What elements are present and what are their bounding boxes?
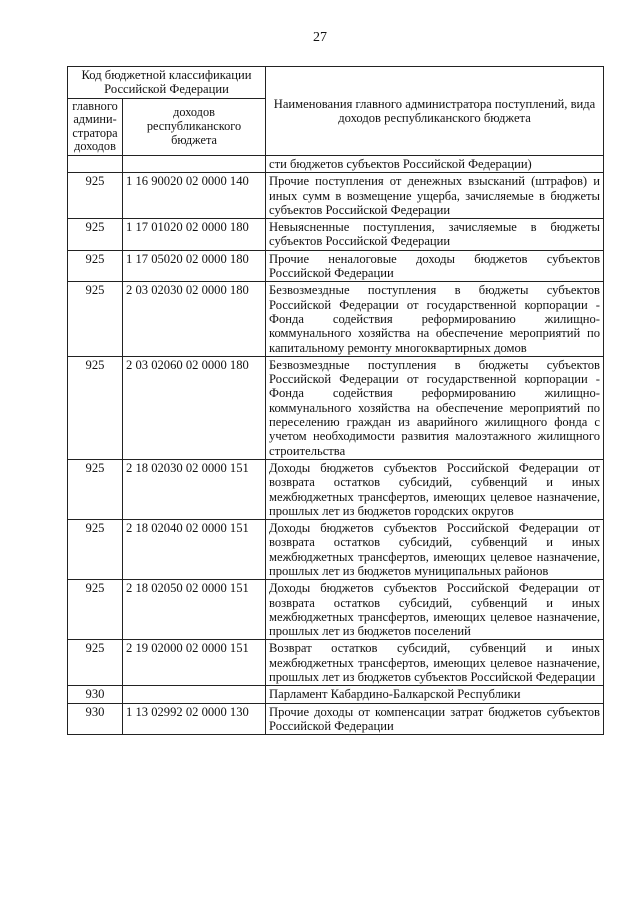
name-cell: сти бюджетов субъектов Российской Федерации) xyxy=(266,155,604,172)
admin-code-cell: 930 xyxy=(68,686,123,703)
budget-classification-table xyxy=(67,66,604,735)
revenue-code-cell: 2 03 02060 02 0000 180 xyxy=(123,356,266,459)
table-header-row xyxy=(68,67,604,99)
header-main-administrator: главного админи-стратора доходов xyxy=(68,98,123,155)
admin-code-cell: 925 xyxy=(68,282,123,356)
revenue-code-cell: 2 03 02030 02 0000 180 xyxy=(123,282,266,356)
page-number: 27 xyxy=(313,30,327,45)
revenue-code-cell xyxy=(123,686,266,703)
admin-code-cell: 925 xyxy=(68,459,123,519)
header-classification-code: Код бюджетной классификации Российской Федерации xyxy=(68,67,266,99)
table-row xyxy=(68,459,604,519)
name-cell: Прочие неналоговые доходы бюджетов субъектов Российской Федерации xyxy=(266,250,604,282)
table-row xyxy=(68,580,604,640)
revenue-code-cell: 1 17 05020 02 0000 180 xyxy=(123,250,266,282)
name-cell: Невыясненные поступления, зачисляемые в бюджеты субъектов Российской Федерации xyxy=(266,219,604,251)
header-name: Наименования главного администратора поступлений, вида доходов республиканского бюджета xyxy=(266,67,604,156)
revenue-code-cell xyxy=(123,155,266,172)
name-cell: Доходы бюджетов субъектов Российской Федерации от возврата остатков субсидий, субвенций и иных межбюджетных трансфертов, имеющих целевое назначение, прошлых лет из бюджетов муниципальных районов xyxy=(266,520,604,580)
name-cell: Доходы бюджетов субъектов Российской Федерации от возврата остатков субсидий, субвенций и иных межбюджетных трансфертов, имеющих целевое назначение, прошлых лет из бюджетов поселений xyxy=(266,580,604,640)
revenue-code-cell: 1 13 02992 02 0000 130 xyxy=(123,703,266,735)
table-row xyxy=(68,173,604,219)
admin-code-cell: 925 xyxy=(68,173,123,219)
table-row xyxy=(68,640,604,686)
table-row xyxy=(68,219,604,251)
name-cell: Парламент Кабардино-Балкарской Республики xyxy=(266,686,604,703)
header-revenue-code: доходов республиканского бюджета xyxy=(123,98,266,155)
revenue-code-cell: 2 18 02050 02 0000 151 xyxy=(123,580,266,640)
table-row xyxy=(68,282,604,356)
revenue-code-cell: 1 16 90020 02 0000 140 xyxy=(123,173,266,219)
admin-code-cell: 925 xyxy=(68,520,123,580)
admin-code-cell: 925 xyxy=(68,640,123,686)
revenue-code-cell: 2 19 02000 02 0000 151 xyxy=(123,640,266,686)
table-body xyxy=(68,155,604,734)
table-row xyxy=(68,520,604,580)
revenue-code-cell: 1 17 01020 02 0000 180 xyxy=(123,219,266,251)
admin-code-cell: 925 xyxy=(68,580,123,640)
name-cell: Безвозмездные поступления в бюджеты субъектов Российской Федерации от государственной корпорации - Фонда содействия реформированию жилищно-коммунального хозяйства на обеспечение мероприятий по переселению граждан из аварийного жилищного фонда с учетом необходимости развития малоэтажного жилищного строительства xyxy=(266,356,604,459)
table-row xyxy=(68,686,604,703)
name-cell: Возврат остатков субсидий, субвенций и иных межбюджетных трансфертов, имеющих целевое назначение, прошлых лет из бюджетов субъектов Российской Федерации xyxy=(266,640,604,686)
admin-code-cell: 925 xyxy=(68,219,123,251)
name-cell: Прочие поступления от денежных взысканий (штрафов) и иных сумм в возмещение ущерба, зачисляемые в бюджеты субъектов Российской Федерации xyxy=(266,173,604,219)
admin-code-cell: 925 xyxy=(68,356,123,459)
name-cell: Безвозмездные поступления в бюджеты субъектов Российской Федерации от государственной корпорации - Фонда содействия реформированию жилищно-коммунального хозяйства на обеспечение мероприятий по капитальному ремонту многоквартирных домов xyxy=(266,282,604,356)
name-cell: Доходы бюджетов субъектов Российской Федерации от возврата остатков субсидий, субвенций и иных межбюджетных трансфертов, имеющих целевое назначение, прошлых лет из бюджетов городских округов xyxy=(266,459,604,519)
name-cell: Прочие доходы от компенсации затрат бюджетов субъектов Российской Федерации xyxy=(266,703,604,735)
table-row xyxy=(68,703,604,735)
admin-code-cell: 930 xyxy=(68,703,123,735)
revenue-code-cell: 2 18 02030 02 0000 151 xyxy=(123,459,266,519)
revenue-code-cell: 2 18 02040 02 0000 151 xyxy=(123,520,266,580)
table-row xyxy=(68,356,604,459)
admin-code-cell: 925 xyxy=(68,250,123,282)
admin-code-cell xyxy=(68,155,123,172)
table-row xyxy=(68,155,604,172)
table-row xyxy=(68,250,604,282)
